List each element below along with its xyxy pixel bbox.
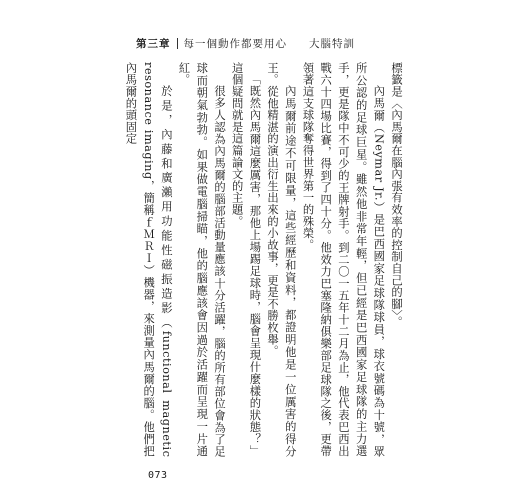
running-head: [136, 36, 355, 51]
paragraph: 「既然內馬爾這麼厲害，那他上場踢足球時，腦會呈現什麼樣的狀態？」這個疑問就是這篇論文的主題。: [230, 62, 262, 457]
paragraph: 內馬爾前途不可限量，這些經歷和資料，都證明他是一位厲害的得分王。從他精湛的演出衍生出來的小故事，更是不勝枚舉。: [266, 62, 297, 457]
paragraph: 標籤是〈內馬爾在腦內張有效率的控制自己的腳〉。: [390, 62, 403, 328]
paragraph: 很多人認為內馬爾的腦部活動量應該十分活躍，腦的所有部位會為了足球而朝氣勃勃。如果做電腦掃瞄，他的腦應該會因過於活躍而呈現一片通紅。: [177, 62, 226, 457]
page-number: 073: [148, 470, 168, 481]
chapter-title: 每一個動作都要用心: [183, 38, 287, 50]
paragraph: 內馬爾（Neymar Jr.）是巴西國家足球隊球員，球衣號碼為十號，眾所公認的足球巨星。雖然他非常年輕，但已經是巴西國家足球隊的主力選手，更是隊中不可少的王牌射手。到二〇一五年十二月為止，他代表巴西出戰六十四場比賽，得到了四十分。他效力巴塞隆納俱樂部足球隊之後，更帶領著這支球隊奪得世界第一的殊榮。: [301, 62, 386, 457]
chapter-label: 第三章: [136, 38, 171, 50]
body-text: [120, 62, 405, 457]
header-divider: [177, 38, 178, 49]
paragraph: 於是，內藤和廣瀨用功能性磁振造影（functional magnetic resonance imaging，簡稱ｆＭＲＩ）機器，來測量內馬爾的腦。他們把內馬爾的頭固定: [124, 62, 173, 457]
book-title: 大腦特訓: [309, 38, 355, 50]
